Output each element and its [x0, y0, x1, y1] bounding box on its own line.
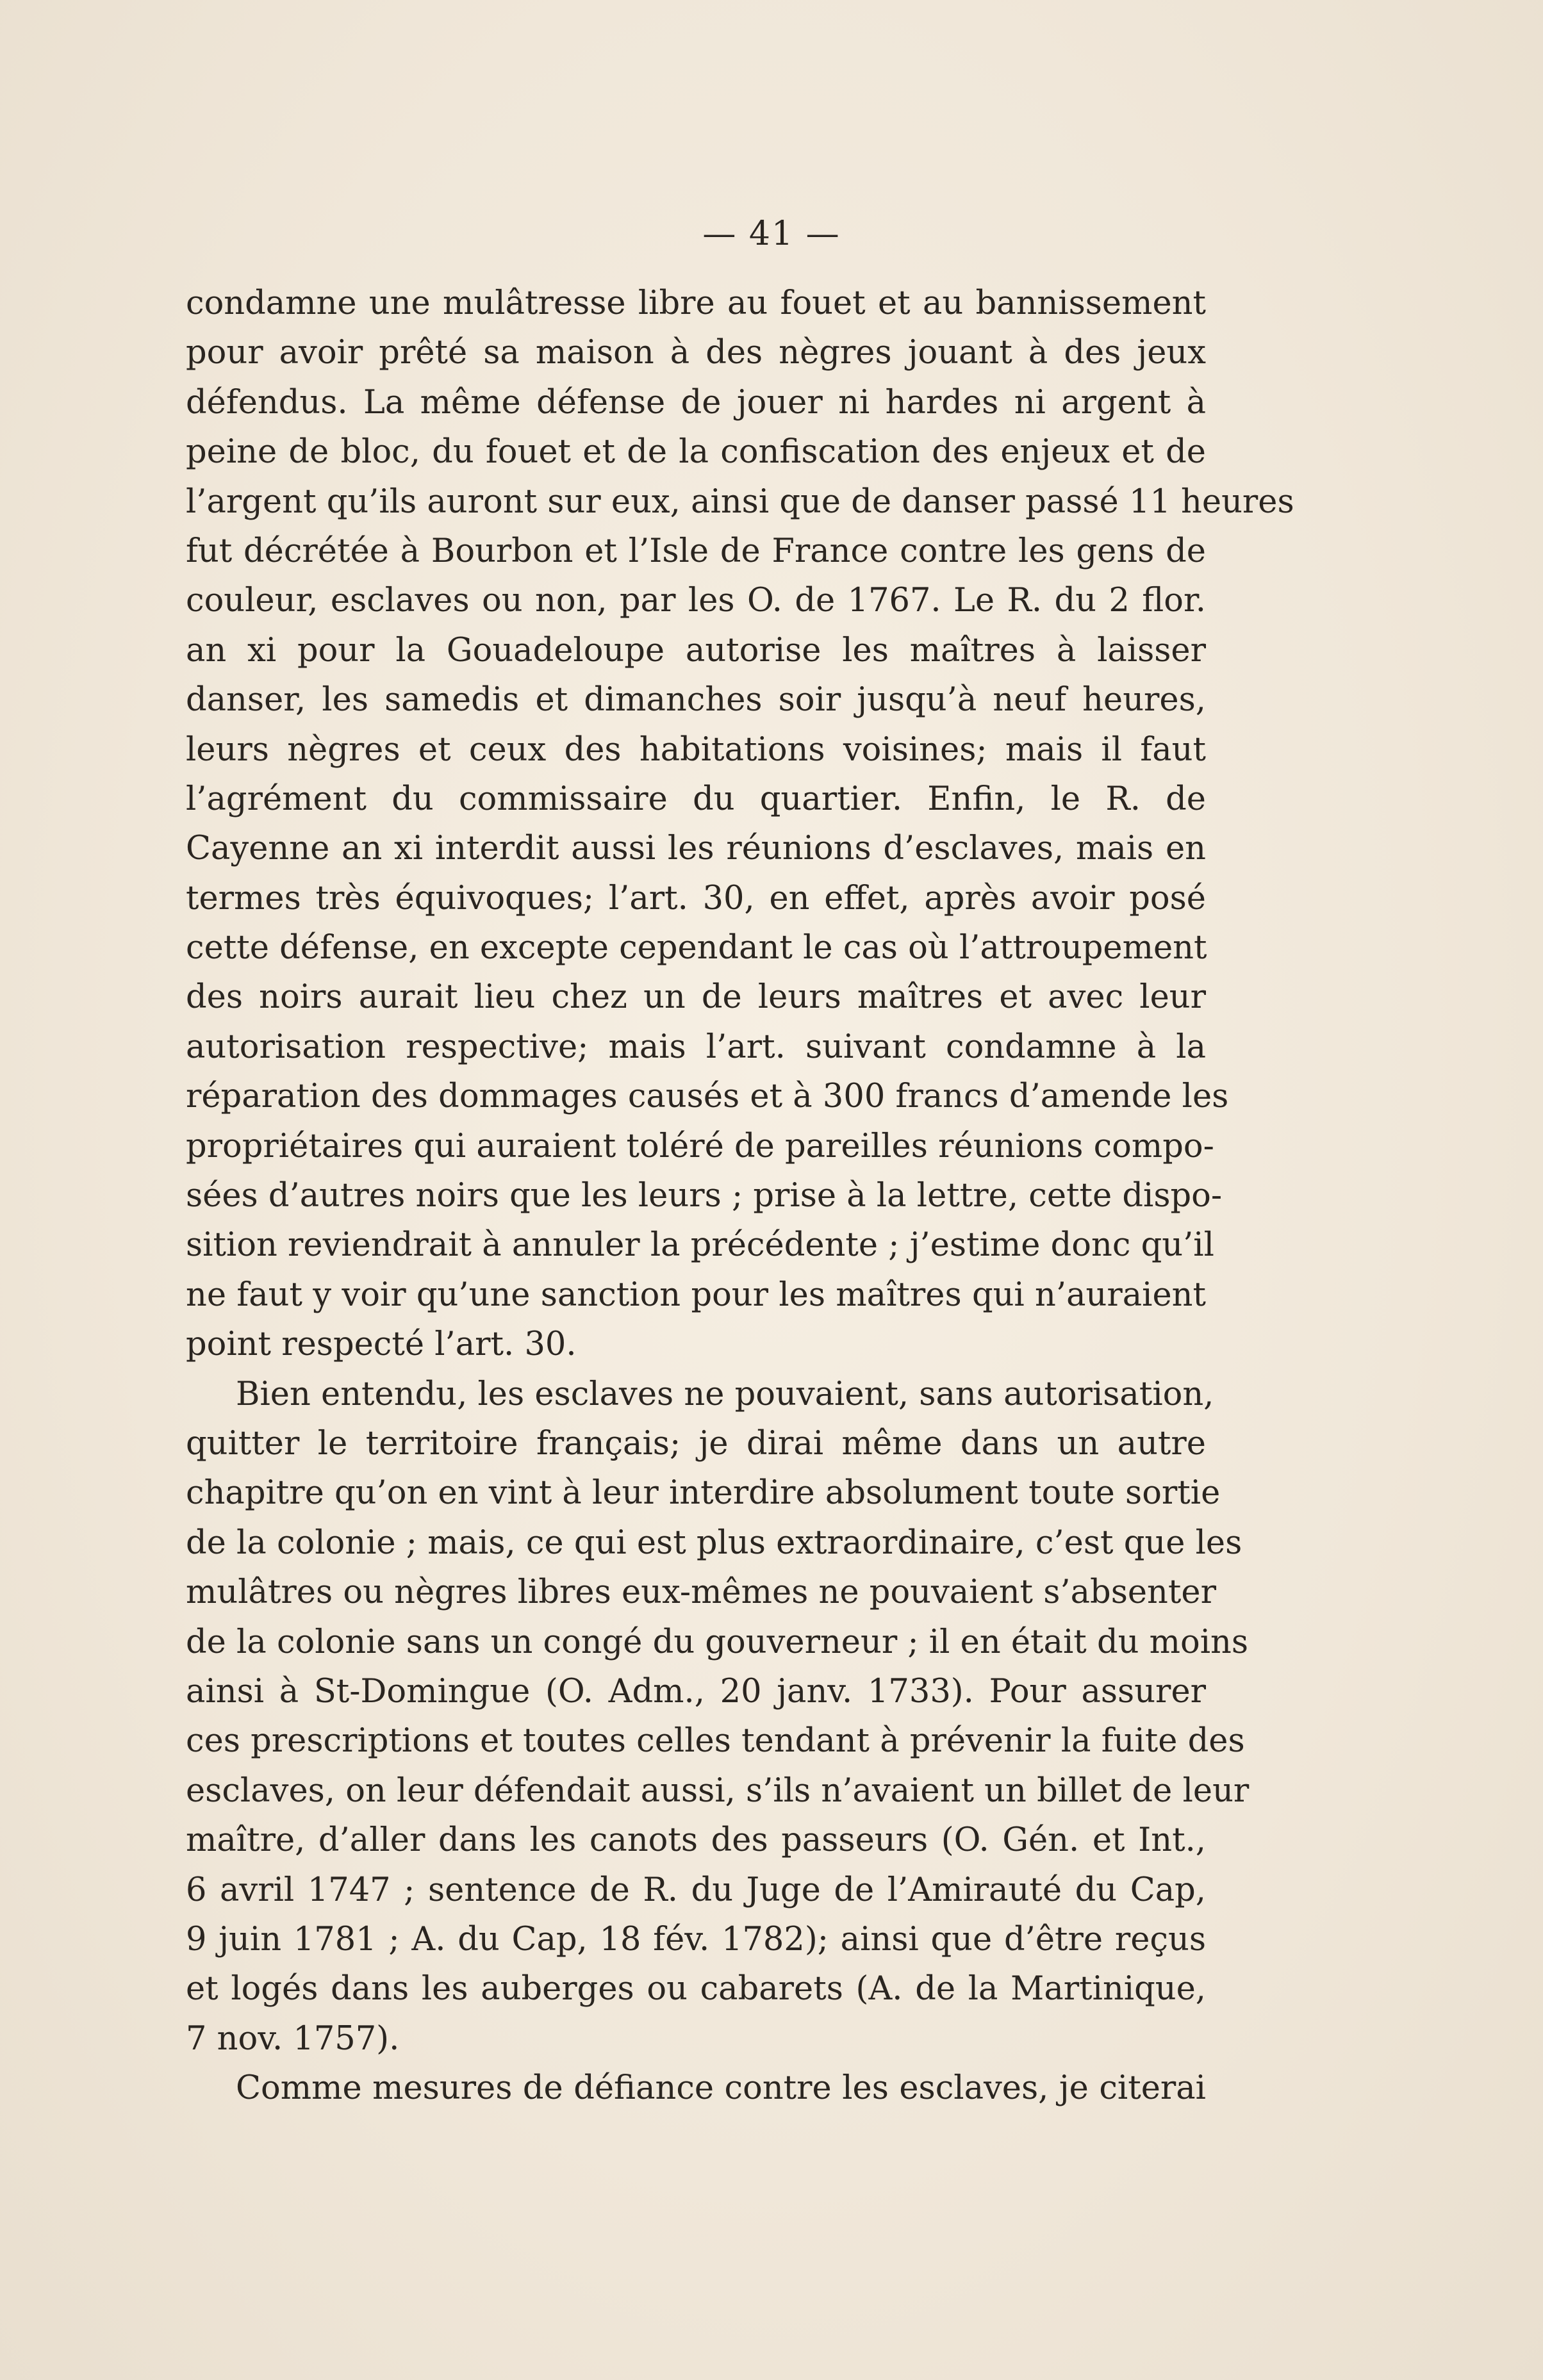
text-line: l’argent qu’ils auront sur eux, ainsi que de danser passé 11 heures	[186, 482, 1294, 521]
text-line: danser, les samedis et dimanches soir jusqu’à neuf heures,	[186, 681, 1206, 719]
text-line: et logés dans les auberges ou cabarets (A. de la Martinique,	[186, 1970, 1206, 2008]
text-line: ces prescriptions et toutes celles tendant à prévenir la fuite des	[186, 1722, 1245, 1760]
text-line: de la colonie sans un congé du gouverneur ; il en était du moins	[186, 1623, 1249, 1661]
text-line: ainsi à St-Domingue (O. Adm., 20 janv. 1733). Pour assurer	[186, 1672, 1206, 1711]
text-line: termes très équivoques; l’art. 30, en effet, après avoir posé	[186, 879, 1206, 917]
text-line: couleur, esclaves ou non, par les O. de 1767. Le R. du 2 flor.	[186, 582, 1206, 620]
text-line: an xi pour la Gouadeloupe autorise les maîtres à laisser	[186, 631, 1206, 669]
text-line: défendus. La même défense de jouer ni hardes ni argent à	[186, 383, 1206, 422]
text-line: Bien entendu, les esclaves ne pouvaient, sans autorisation,	[236, 1375, 1214, 1413]
text-line: mulâtres ou nègres libres eux-mêmes ne pouvaient s’absenter	[186, 1573, 1216, 1612]
text-line: fut décrétée à Bourbon et l’Isle de France contre les gens de	[186, 532, 1206, 570]
text-line: autorisation respective; mais l’art. suivant condamne à la	[186, 1028, 1206, 1066]
text-line: Comme mesures de défiance contre les esclaves, je citerai	[236, 2069, 1206, 2108]
text-line: point respecté l’art. 30.	[186, 1325, 577, 1364]
text-line: peine de bloc, du fouet et de la confiscation des enjeux et de	[186, 433, 1206, 472]
text-line: condamne une mulâtresse libre au fouet et au bannissement	[186, 284, 1206, 322]
text-line: sition reviendrait à annuler la précédente ; j’estime donc qu’il	[186, 1226, 1214, 1265]
text-line: 6 avril 1747 ; sentence de R. du Juge de l’Amirauté du Cap,	[186, 1871, 1206, 1909]
text-line: leurs nègres et ceux des habitations voisines; mais il faut	[186, 730, 1206, 769]
page-number: — 41 —	[702, 215, 841, 253]
body-text	[186, 279, 1294, 2113]
text-line: sées d’autres noirs que les leurs ; prise à la lettre, cette dispo-	[186, 1177, 1223, 1215]
text-line: propriétaires qui auraient toléré de pareilles réunions compo-	[186, 1127, 1214, 1165]
text-line: des noirs aurait lieu chez un de leurs maîtres et avec leur	[186, 978, 1206, 1017]
text-line: réparation des dommages causés et à 300 francs d’amende les	[186, 1078, 1229, 1116]
text-line: l’agrément du commissaire du quartier. Enfin, le R. de	[186, 780, 1206, 818]
text-line: cette défense, en excepte cependant le cas où l’attroupement	[186, 929, 1207, 967]
text-line: chapitre qu’on en vint à leur interdire absolument toute sortie	[186, 1474, 1221, 1513]
text-line: pour avoir prêté sa maison à des nègres jouant à des jeux	[186, 334, 1206, 372]
text-line: Cayenne an xi interdit aussi les réunions d’esclaves, mais en	[186, 830, 1206, 868]
text-line: de la colonie ; mais, ce qui est plus extraordinaire, c’est que les	[186, 1523, 1242, 1562]
text-line: 7 nov. 1757).	[186, 2019, 400, 2058]
text-line: esclaves, on leur défendait aussi, s’ils n’avaient un billet de leur	[186, 1771, 1250, 1810]
text-line: quitter le territoire français; je dirai même dans un autre	[186, 1424, 1206, 1463]
text-line: ne faut y voir qu’une sanction pour les maîtres qui n’auraient	[186, 1276, 1206, 1314]
text-line: maître, d’aller dans les canots des passeurs (O. Gén. et Int.,	[186, 1821, 1206, 1860]
text-line: 9 juin 1781 ; A. du Cap, 18 fév. 1782); ainsi que d’être reçus	[186, 1920, 1206, 1958]
